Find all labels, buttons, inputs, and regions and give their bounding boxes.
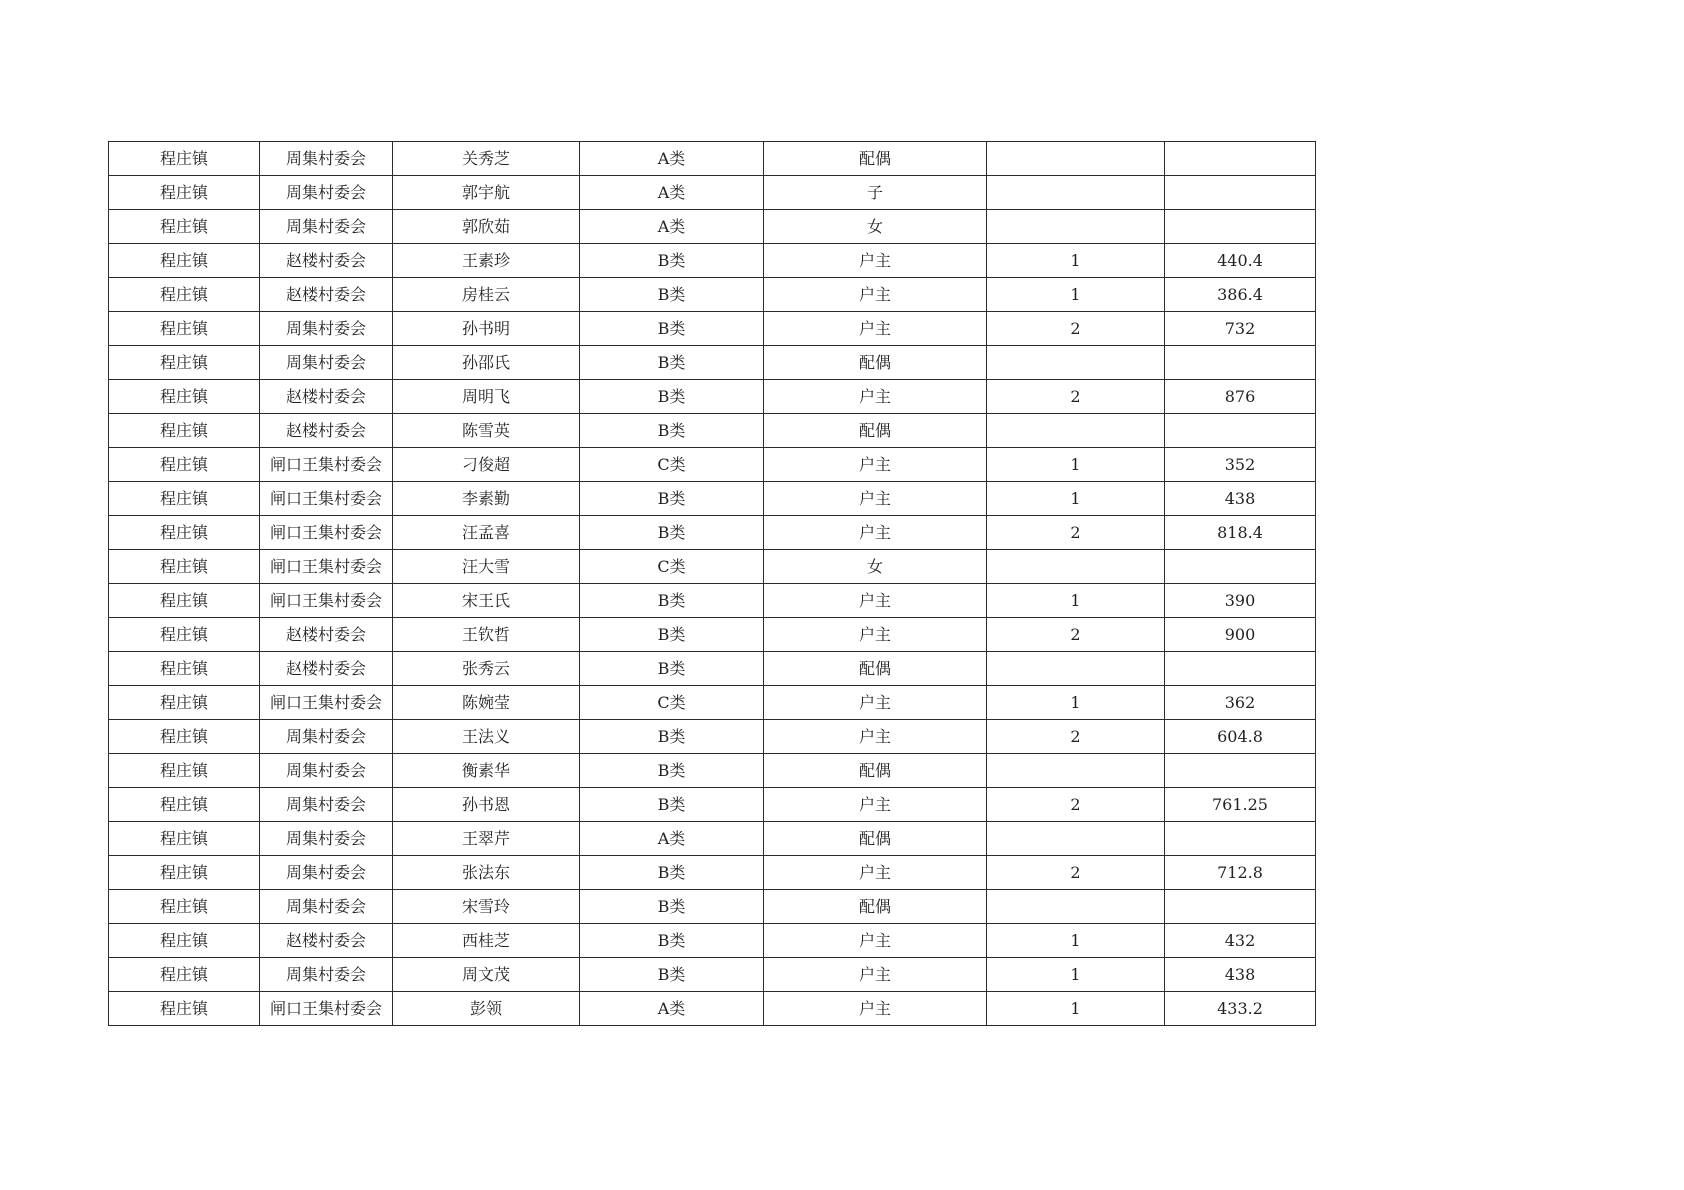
cell-relation: 配偶 xyxy=(764,652,987,686)
table-row xyxy=(109,618,1316,652)
cell-village: 周集村委会 xyxy=(260,346,393,380)
cell-count xyxy=(987,652,1165,686)
cell-count: 1 xyxy=(987,584,1165,618)
cell-amount: 362 xyxy=(1165,686,1316,720)
cell-relation: 户主 xyxy=(764,482,987,516)
table-row xyxy=(109,516,1316,550)
cell-category: B类 xyxy=(580,278,764,312)
table-row xyxy=(109,720,1316,754)
cell-count: 1 xyxy=(987,924,1165,958)
cell-relation: 户主 xyxy=(764,856,987,890)
cell-town: 程庄镇 xyxy=(109,482,260,516)
table-row xyxy=(109,176,1316,210)
table-row xyxy=(109,958,1316,992)
table-row xyxy=(109,584,1316,618)
cell-town: 程庄镇 xyxy=(109,754,260,788)
cell-town: 程庄镇 xyxy=(109,346,260,380)
cell-village: 赵楼村委会 xyxy=(260,414,393,448)
cell-village: 赵楼村委会 xyxy=(260,278,393,312)
cell-amount xyxy=(1165,822,1316,856)
cell-category: B类 xyxy=(580,584,764,618)
cell-relation: 户主 xyxy=(764,992,987,1026)
cell-name: 孙书明 xyxy=(393,312,580,346)
cell-town: 程庄镇 xyxy=(109,584,260,618)
cell-town: 程庄镇 xyxy=(109,244,260,278)
cell-village: 闸口王集村委会 xyxy=(260,584,393,618)
cell-amount: 876 xyxy=(1165,380,1316,414)
cell-village: 赵楼村委会 xyxy=(260,924,393,958)
cell-village: 闸口王集村委会 xyxy=(260,516,393,550)
cell-town: 程庄镇 xyxy=(109,958,260,992)
cell-relation: 配偶 xyxy=(764,142,987,176)
cell-name: 刁俊超 xyxy=(393,448,580,482)
cell-category: B类 xyxy=(580,346,764,380)
cell-amount: 712.8 xyxy=(1165,856,1316,890)
cell-relation: 配偶 xyxy=(764,754,987,788)
cell-category: B类 xyxy=(580,754,764,788)
cell-relation: 户主 xyxy=(764,924,987,958)
cell-amount: 438 xyxy=(1165,958,1316,992)
cell-amount xyxy=(1165,414,1316,448)
cell-town: 程庄镇 xyxy=(109,142,260,176)
cell-name: 郭欣茹 xyxy=(393,210,580,244)
cell-amount xyxy=(1165,210,1316,244)
cell-category: B类 xyxy=(580,414,764,448)
cell-count: 2 xyxy=(987,788,1165,822)
cell-town: 程庄镇 xyxy=(109,550,260,584)
table-row xyxy=(109,992,1316,1026)
cell-relation: 户主 xyxy=(764,618,987,652)
cell-town: 程庄镇 xyxy=(109,822,260,856)
cell-amount: 732 xyxy=(1165,312,1316,346)
cell-town: 程庄镇 xyxy=(109,720,260,754)
roster-table xyxy=(108,141,1316,1026)
cell-village: 赵楼村委会 xyxy=(260,380,393,414)
cell-village: 周集村委会 xyxy=(260,856,393,890)
cell-relation: 户主 xyxy=(764,788,987,822)
cell-category: B类 xyxy=(580,890,764,924)
table-row xyxy=(109,924,1316,958)
cell-category: B类 xyxy=(580,618,764,652)
cell-name: 房桂云 xyxy=(393,278,580,312)
cell-village: 周集村委会 xyxy=(260,720,393,754)
cell-village: 闸口王集村委会 xyxy=(260,992,393,1026)
cell-count: 1 xyxy=(987,448,1165,482)
cell-category: B类 xyxy=(580,924,764,958)
cell-name: 宋雪玲 xyxy=(393,890,580,924)
cell-relation: 配偶 xyxy=(764,890,987,924)
table-row xyxy=(109,278,1316,312)
cell-name: 郭宇航 xyxy=(393,176,580,210)
cell-category: A类 xyxy=(580,176,764,210)
cell-name: 张秀云 xyxy=(393,652,580,686)
table-row xyxy=(109,380,1316,414)
cell-relation: 户主 xyxy=(764,312,987,346)
cell-count: 2 xyxy=(987,380,1165,414)
cell-relation: 配偶 xyxy=(764,822,987,856)
cell-count xyxy=(987,346,1165,380)
table-row xyxy=(109,754,1316,788)
cell-amount: 390 xyxy=(1165,584,1316,618)
cell-name: 王钦哲 xyxy=(393,618,580,652)
cell-amount: 432 xyxy=(1165,924,1316,958)
cell-village: 闸口王集村委会 xyxy=(260,482,393,516)
cell-town: 程庄镇 xyxy=(109,890,260,924)
cell-amount: 604.8 xyxy=(1165,720,1316,754)
cell-village: 赵楼村委会 xyxy=(260,244,393,278)
cell-village: 周集村委会 xyxy=(260,788,393,822)
cell-name: 孙书恩 xyxy=(393,788,580,822)
table-row xyxy=(109,686,1316,720)
cell-town: 程庄镇 xyxy=(109,278,260,312)
cell-amount: 386.4 xyxy=(1165,278,1316,312)
cell-village: 赵楼村委会 xyxy=(260,652,393,686)
cell-name: 孙邵氏 xyxy=(393,346,580,380)
cell-amount xyxy=(1165,754,1316,788)
cell-category: B类 xyxy=(580,380,764,414)
cell-count: 2 xyxy=(987,618,1165,652)
cell-count: 2 xyxy=(987,720,1165,754)
cell-relation: 户主 xyxy=(764,584,987,618)
table-row xyxy=(109,210,1316,244)
cell-count: 1 xyxy=(987,244,1165,278)
cell-category: B类 xyxy=(580,312,764,346)
cell-category: C类 xyxy=(580,550,764,584)
cell-village: 赵楼村委会 xyxy=(260,618,393,652)
table-row xyxy=(109,312,1316,346)
cell-amount: 761.25 xyxy=(1165,788,1316,822)
cell-town: 程庄镇 xyxy=(109,992,260,1026)
cell-amount xyxy=(1165,346,1316,380)
cell-count xyxy=(987,142,1165,176)
cell-relation: 户主 xyxy=(764,958,987,992)
cell-town: 程庄镇 xyxy=(109,788,260,822)
cell-category: B类 xyxy=(580,482,764,516)
cell-category: B类 xyxy=(580,652,764,686)
cell-relation: 女 xyxy=(764,210,987,244)
cell-amount: 433.2 xyxy=(1165,992,1316,1026)
cell-count xyxy=(987,754,1165,788)
cell-name: 王素珍 xyxy=(393,244,580,278)
cell-town: 程庄镇 xyxy=(109,414,260,448)
cell-town: 程庄镇 xyxy=(109,380,260,414)
cell-relation: 户主 xyxy=(764,244,987,278)
table-row xyxy=(109,550,1316,584)
cell-name: 衡素华 xyxy=(393,754,580,788)
table-row xyxy=(109,788,1316,822)
table-row xyxy=(109,142,1316,176)
cell-count: 2 xyxy=(987,856,1165,890)
roster-table-body xyxy=(109,142,1316,1026)
cell-amount xyxy=(1165,142,1316,176)
table-row xyxy=(109,414,1316,448)
cell-village: 周集村委会 xyxy=(260,754,393,788)
table-row xyxy=(109,448,1316,482)
cell-relation: 户主 xyxy=(764,720,987,754)
cell-relation: 配偶 xyxy=(764,346,987,380)
cell-relation: 户主 xyxy=(764,686,987,720)
cell-count: 1 xyxy=(987,958,1165,992)
cell-village: 周集村委会 xyxy=(260,312,393,346)
cell-name: 西桂芝 xyxy=(393,924,580,958)
cell-relation: 户主 xyxy=(764,278,987,312)
cell-count xyxy=(987,822,1165,856)
cell-amount: 352 xyxy=(1165,448,1316,482)
cell-village: 周集村委会 xyxy=(260,176,393,210)
cell-village: 周集村委会 xyxy=(260,890,393,924)
cell-name: 彭领 xyxy=(393,992,580,1026)
cell-category: B类 xyxy=(580,958,764,992)
cell-village: 周集村委会 xyxy=(260,822,393,856)
cell-town: 程庄镇 xyxy=(109,686,260,720)
cell-amount: 900 xyxy=(1165,618,1316,652)
cell-name: 陈雪英 xyxy=(393,414,580,448)
cell-name: 李素勤 xyxy=(393,482,580,516)
cell-amount xyxy=(1165,890,1316,924)
cell-name: 王法义 xyxy=(393,720,580,754)
cell-count xyxy=(987,550,1165,584)
cell-town: 程庄镇 xyxy=(109,176,260,210)
table-row xyxy=(109,652,1316,686)
cell-name: 张法东 xyxy=(393,856,580,890)
cell-amount: 440.4 xyxy=(1165,244,1316,278)
cell-town: 程庄镇 xyxy=(109,924,260,958)
cell-relation: 户主 xyxy=(764,448,987,482)
cell-category: A类 xyxy=(580,992,764,1026)
cell-count xyxy=(987,176,1165,210)
table-row xyxy=(109,890,1316,924)
table-row xyxy=(109,856,1316,890)
cell-town: 程庄镇 xyxy=(109,312,260,346)
cell-name: 王翠芹 xyxy=(393,822,580,856)
cell-count xyxy=(987,890,1165,924)
cell-category: B类 xyxy=(580,788,764,822)
cell-category: C类 xyxy=(580,448,764,482)
table-row xyxy=(109,244,1316,278)
cell-amount xyxy=(1165,550,1316,584)
cell-town: 程庄镇 xyxy=(109,516,260,550)
cell-relation: 女 xyxy=(764,550,987,584)
cell-amount xyxy=(1165,652,1316,686)
cell-category: B类 xyxy=(580,244,764,278)
cell-relation: 户主 xyxy=(764,380,987,414)
cell-category: B类 xyxy=(580,516,764,550)
cell-category: A类 xyxy=(580,142,764,176)
cell-village: 周集村委会 xyxy=(260,958,393,992)
cell-name: 周明飞 xyxy=(393,380,580,414)
cell-village: 闸口王集村委会 xyxy=(260,686,393,720)
table-row xyxy=(109,822,1316,856)
cell-count: 1 xyxy=(987,482,1165,516)
cell-category: B类 xyxy=(580,720,764,754)
cell-count xyxy=(987,210,1165,244)
cell-category: A类 xyxy=(580,822,764,856)
cell-amount xyxy=(1165,176,1316,210)
cell-town: 程庄镇 xyxy=(109,448,260,482)
table-row xyxy=(109,346,1316,380)
cell-town: 程庄镇 xyxy=(109,652,260,686)
table-row xyxy=(109,482,1316,516)
cell-count: 1 xyxy=(987,992,1165,1026)
cell-amount: 818.4 xyxy=(1165,516,1316,550)
cell-count: 2 xyxy=(987,516,1165,550)
cell-count: 1 xyxy=(987,686,1165,720)
cell-name: 宋王氏 xyxy=(393,584,580,618)
cell-name: 周文茂 xyxy=(393,958,580,992)
cell-relation: 户主 xyxy=(764,516,987,550)
cell-name: 汪孟喜 xyxy=(393,516,580,550)
cell-town: 程庄镇 xyxy=(109,618,260,652)
cell-count xyxy=(987,414,1165,448)
cell-village: 周集村委会 xyxy=(260,210,393,244)
cell-village: 闸口王集村委会 xyxy=(260,448,393,482)
cell-relation: 配偶 xyxy=(764,414,987,448)
cell-village: 闸口王集村委会 xyxy=(260,550,393,584)
cell-name: 关秀芝 xyxy=(393,142,580,176)
cell-town: 程庄镇 xyxy=(109,210,260,244)
cell-count: 1 xyxy=(987,278,1165,312)
cell-category: B类 xyxy=(580,856,764,890)
cell-category: A类 xyxy=(580,210,764,244)
cell-category: C类 xyxy=(580,686,764,720)
cell-amount: 438 xyxy=(1165,482,1316,516)
cell-name: 陈婉莹 xyxy=(393,686,580,720)
cell-name: 汪大雪 xyxy=(393,550,580,584)
cell-count: 2 xyxy=(987,312,1165,346)
cell-relation: 子 xyxy=(764,176,987,210)
cell-town: 程庄镇 xyxy=(109,856,260,890)
cell-village: 周集村委会 xyxy=(260,142,393,176)
